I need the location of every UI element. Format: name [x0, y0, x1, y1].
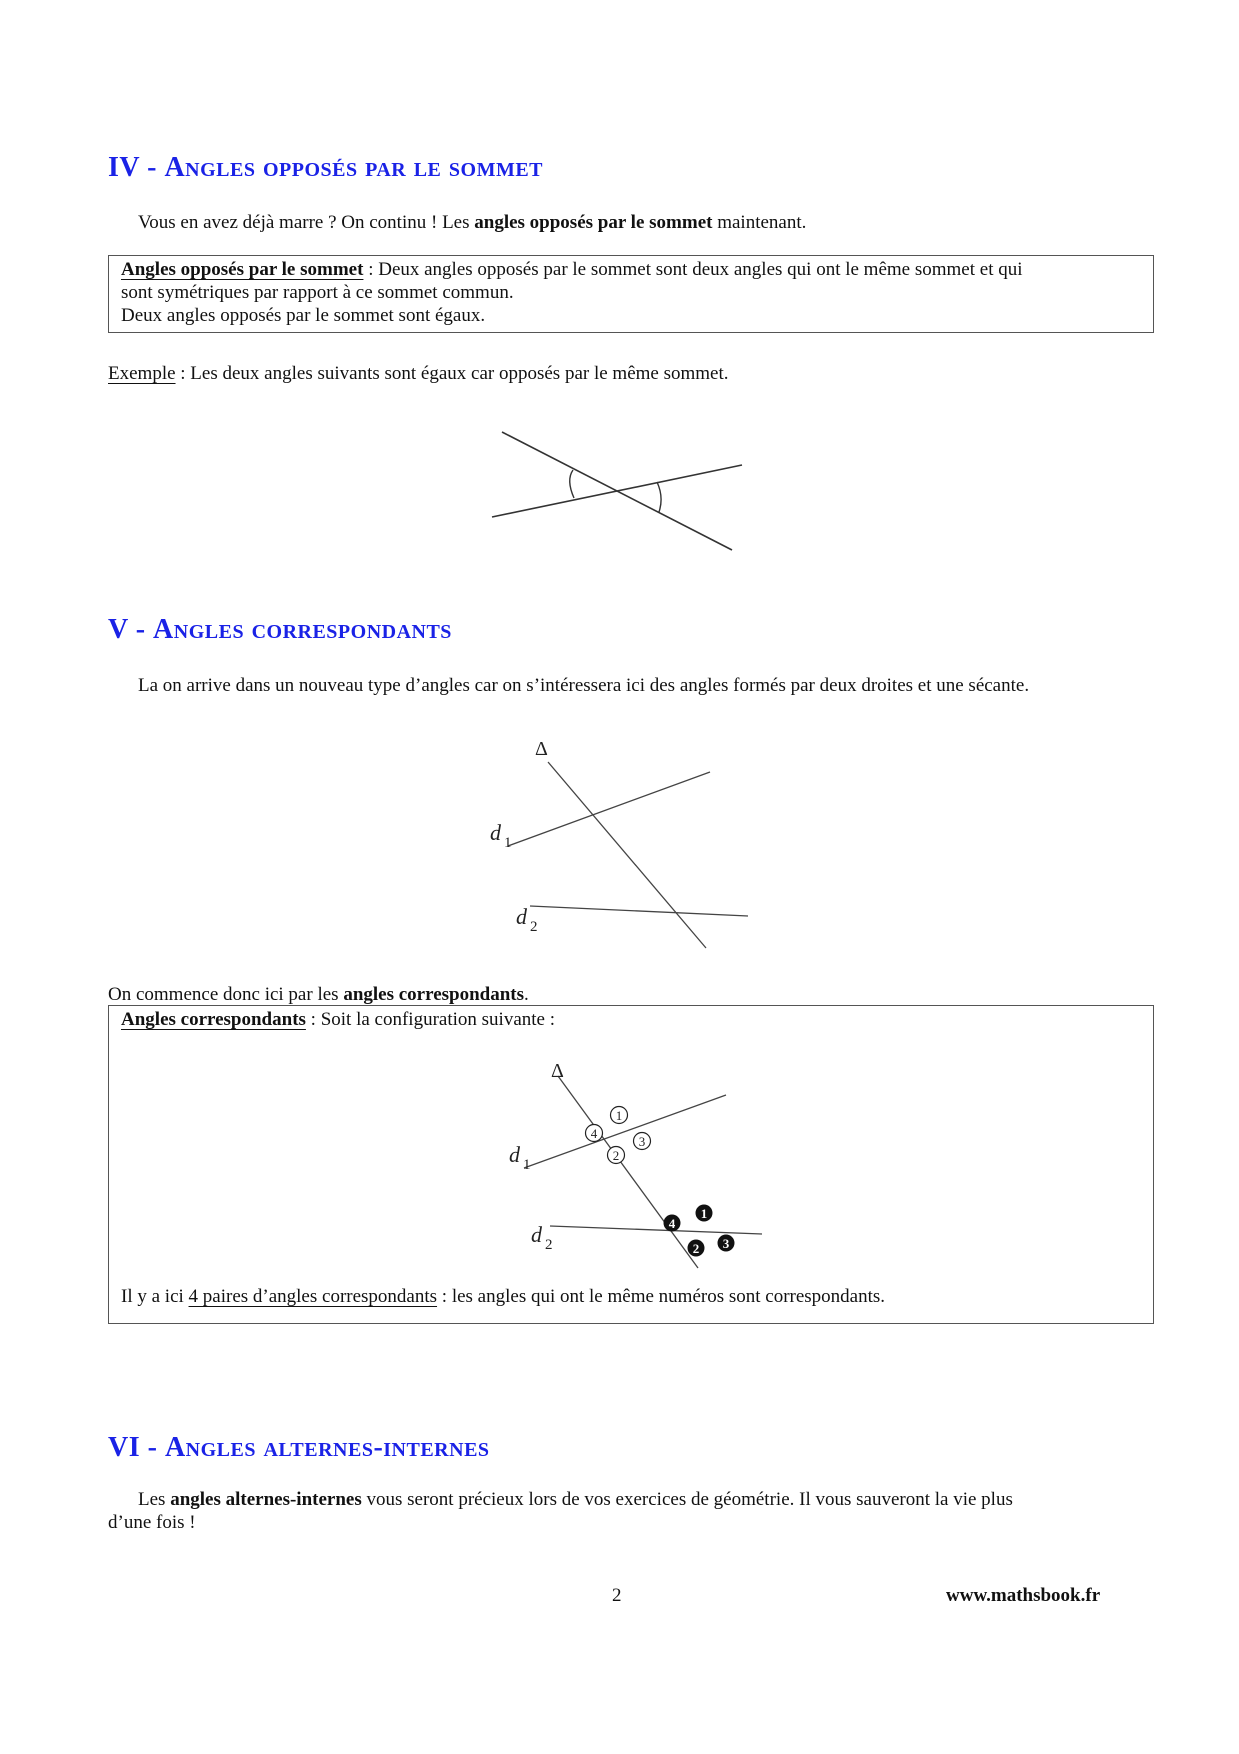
example-text: : Les deux angles suivants sont égaux car opposés par le même sommet. [175, 363, 729, 384]
label-d2: d [516, 904, 527, 929]
page-number: 2 [612, 1585, 622, 1606]
filled-number-1 [696, 1205, 713, 1222]
svg-text:4: 4 [668, 1216, 676, 1231]
svg-text:1: 1 [700, 1206, 708, 1221]
intro-text: Vous en avez déjà marre ? On continu ! Les [138, 212, 475, 233]
line-delta-boxed [558, 1076, 698, 1268]
open-number-1 [611, 1107, 628, 1124]
line-d2 [530, 906, 748, 916]
label-d1-boxed: d [509, 1142, 520, 1167]
label-delta: Δ [535, 738, 548, 760]
definition-line-3: Deux angles opposés par le sommet sont égaux. [121, 305, 486, 326]
figure-correspondants-numbered [504, 1056, 804, 1271]
section-vi-heading: Angles alternes-internes [164, 1432, 490, 1463]
line-secant-b [492, 465, 742, 517]
section-v-lead [108, 983, 529, 1006]
label-d1-sub: 1 [504, 835, 512, 851]
correspondants-conclusion [121, 1285, 885, 1308]
vi-intro-text: Les [138, 1489, 171, 1510]
open-number-2 [608, 1147, 625, 1164]
definition-box-correspondants [108, 1005, 1154, 1324]
filled-number-2 [688, 1240, 705, 1257]
example-line [108, 362, 729, 385]
footer-website: www.mathsbook.fr [946, 1585, 1101, 1606]
label-d1-sub-boxed: 1 [523, 1157, 531, 1173]
angle-arc-right [657, 482, 661, 512]
svg-text:3: 3 [638, 1134, 646, 1149]
label-delta-boxed: Δ [551, 1060, 564, 1082]
figure-opposite-angles [480, 420, 760, 560]
svg-text:1: 1 [615, 1108, 623, 1123]
correspondants-term: Angles correspondants [121, 1009, 306, 1030]
section-iv-title [108, 152, 543, 184]
section-iv-heading: Angles opposés par le sommet [164, 152, 544, 183]
conclusion-underlined: 4 paires d’angles correspondants [188, 1286, 438, 1307]
open-number-4 [586, 1125, 603, 1142]
label-d2-boxed: d [531, 1222, 542, 1247]
lead-text-end: . [524, 984, 529, 1005]
label-d2-sub: 2 [530, 919, 538, 935]
definition-term: Angles opposés par le sommet [121, 259, 364, 280]
example-label: Exemple [108, 363, 176, 384]
correspondants-definition-line [121, 1008, 555, 1031]
line-d2-boxed [550, 1226, 762, 1234]
svg-text:2: 2 [612, 1148, 620, 1163]
svg-text:2: 2 [692, 1241, 700, 1256]
label-d1: d [490, 820, 501, 845]
vi-intro-text-end: vous seront précieux lors de vos exercices de géométrie. Il vous sauveront la vie plus [361, 1489, 1013, 1510]
lead-bold-term: angles correspondants [343, 984, 525, 1005]
definition-line-2: sont symétriques par rapport à ce sommet commun. [121, 282, 514, 303]
intro-text-end: maintenant. [712, 212, 807, 233]
conclusion-text-end: : les angles qui ont le même numéros sont correspondants. [437, 1286, 886, 1307]
vi-intro-bold-term: angles alternes-internes [170, 1489, 362, 1510]
svg-text:3: 3 [722, 1236, 730, 1251]
section-v-title [108, 614, 452, 646]
section-iv-number: IV - [108, 152, 157, 183]
open-number-3 [634, 1133, 651, 1150]
line-delta [548, 762, 706, 948]
conclusion-text: Il y a ici [121, 1286, 189, 1307]
angle-arc-left [570, 470, 574, 498]
section-iv-intro [138, 211, 806, 234]
line-d1 [508, 772, 710, 846]
definition-line-1 [121, 258, 1023, 281]
intro-bold-term: angles opposés par le sommet [474, 212, 713, 233]
section-vi-intro [138, 1488, 1013, 1511]
figure-lines-secant [480, 730, 760, 960]
correspondants-text: : Soit la configuration suivante : [305, 1009, 555, 1030]
definition-text: : Deux angles opposés par le sommet sont deux angles qui ont le même sommet et qui [363, 259, 1023, 280]
lead-text: On commence donc ici par les [108, 984, 344, 1005]
section-vi-title [108, 1432, 490, 1464]
definition-box-opposes [108, 255, 1154, 333]
section-vi-intro-line2: d’une fois ! [108, 1512, 196, 1533]
filled-number-3 [718, 1235, 735, 1252]
filled-number-4 [664, 1215, 681, 1232]
label-d2-sub-boxed: 2 [545, 1237, 553, 1253]
section-vi-number: VI - [108, 1432, 158, 1463]
section-v-number: V - [108, 614, 146, 645]
section-v-heading: Angles correspondants [153, 614, 452, 645]
svg-text:4: 4 [590, 1126, 598, 1141]
line-d1-boxed [524, 1095, 726, 1168]
section-v-intro: La on arrive dans un nouveau type d’angles car on s’intéressera ici des angles formés par deux droites et une sécante. [138, 675, 1030, 696]
